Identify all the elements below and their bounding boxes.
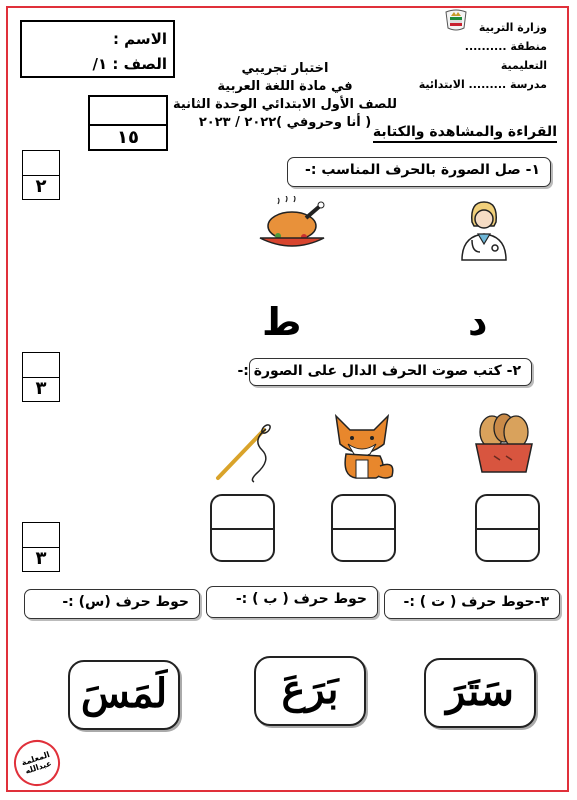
word-card-baraa[interactable]: بَرَعَ — [254, 656, 366, 726]
student-info-box — [20, 20, 175, 78]
exam-title — [170, 60, 400, 132]
name-label: الاسم : — [112, 30, 167, 48]
score-divider — [90, 124, 166, 126]
doctor-icon — [450, 196, 518, 264]
q3-prompt-sin: حوط حرف (س) :- — [24, 589, 200, 619]
q2-prompt: ٢- كتب صوت الحرف الدال على الصورة :- — [249, 358, 532, 386]
school-info — [417, 18, 547, 94]
exam-title-line1: اختبار تجريبي — [241, 61, 329, 76]
exam-title-line3: للصف الأول الابتدائي الوحدة الثانية — [172, 97, 398, 112]
q1-score-box — [22, 150, 60, 200]
word-card-satara[interactable]: سَتَرَ — [424, 658, 536, 728]
total-score: ١٥ — [117, 127, 139, 148]
q1-letter-dal: د — [468, 300, 488, 344]
word-card-lamasa[interactable]: لَمَسَ — [68, 660, 180, 730]
fox-icon — [326, 410, 398, 482]
emblem-icon — [443, 8, 469, 32]
q1-prompt: ١- صل الصورة بالحرف المناسب :- — [287, 157, 551, 187]
q1-letter-ta: ط — [262, 300, 302, 344]
q3-prompt-ta: ٣-حوط حرف ( ت ) :- — [384, 589, 560, 619]
q1-score: ٢ — [35, 176, 47, 197]
q3-score: ٣ — [35, 548, 47, 569]
q2-score: ٣ — [35, 378, 47, 399]
q3-prompt-ba: حوط حرف ( ب ) :- — [206, 586, 378, 618]
section-title: القراءة والمشاهدة والكتابة — [373, 124, 557, 143]
q2-score-box — [22, 352, 60, 402]
answer-box-1[interactable] — [475, 494, 540, 562]
total-score-box — [88, 95, 168, 151]
grade-label: الصف : ١/ — [92, 55, 167, 73]
q3-score-box — [22, 522, 60, 572]
needle-thread-icon — [212, 420, 276, 484]
answer-box-2[interactable] — [331, 494, 396, 562]
stamp-text: المعلمة عبدالله — [20, 749, 53, 776]
ministry-label: وزارة التربية — [478, 21, 547, 34]
region-label: منطقة .......... التعليمية — [464, 40, 547, 72]
bread-basket-icon — [470, 410, 538, 478]
roast-chicken-icon — [256, 196, 328, 252]
exam-title-line4: ( أنا وحروفي )٢٠٢٢ / ٢٠٢٣ — [198, 115, 372, 130]
answer-box-3[interactable] — [210, 494, 275, 562]
exam-title-line2: في مادة اللغة العربية — [217, 79, 353, 94]
school-label: مدرسة ......... الابتدائية — [418, 78, 547, 91]
